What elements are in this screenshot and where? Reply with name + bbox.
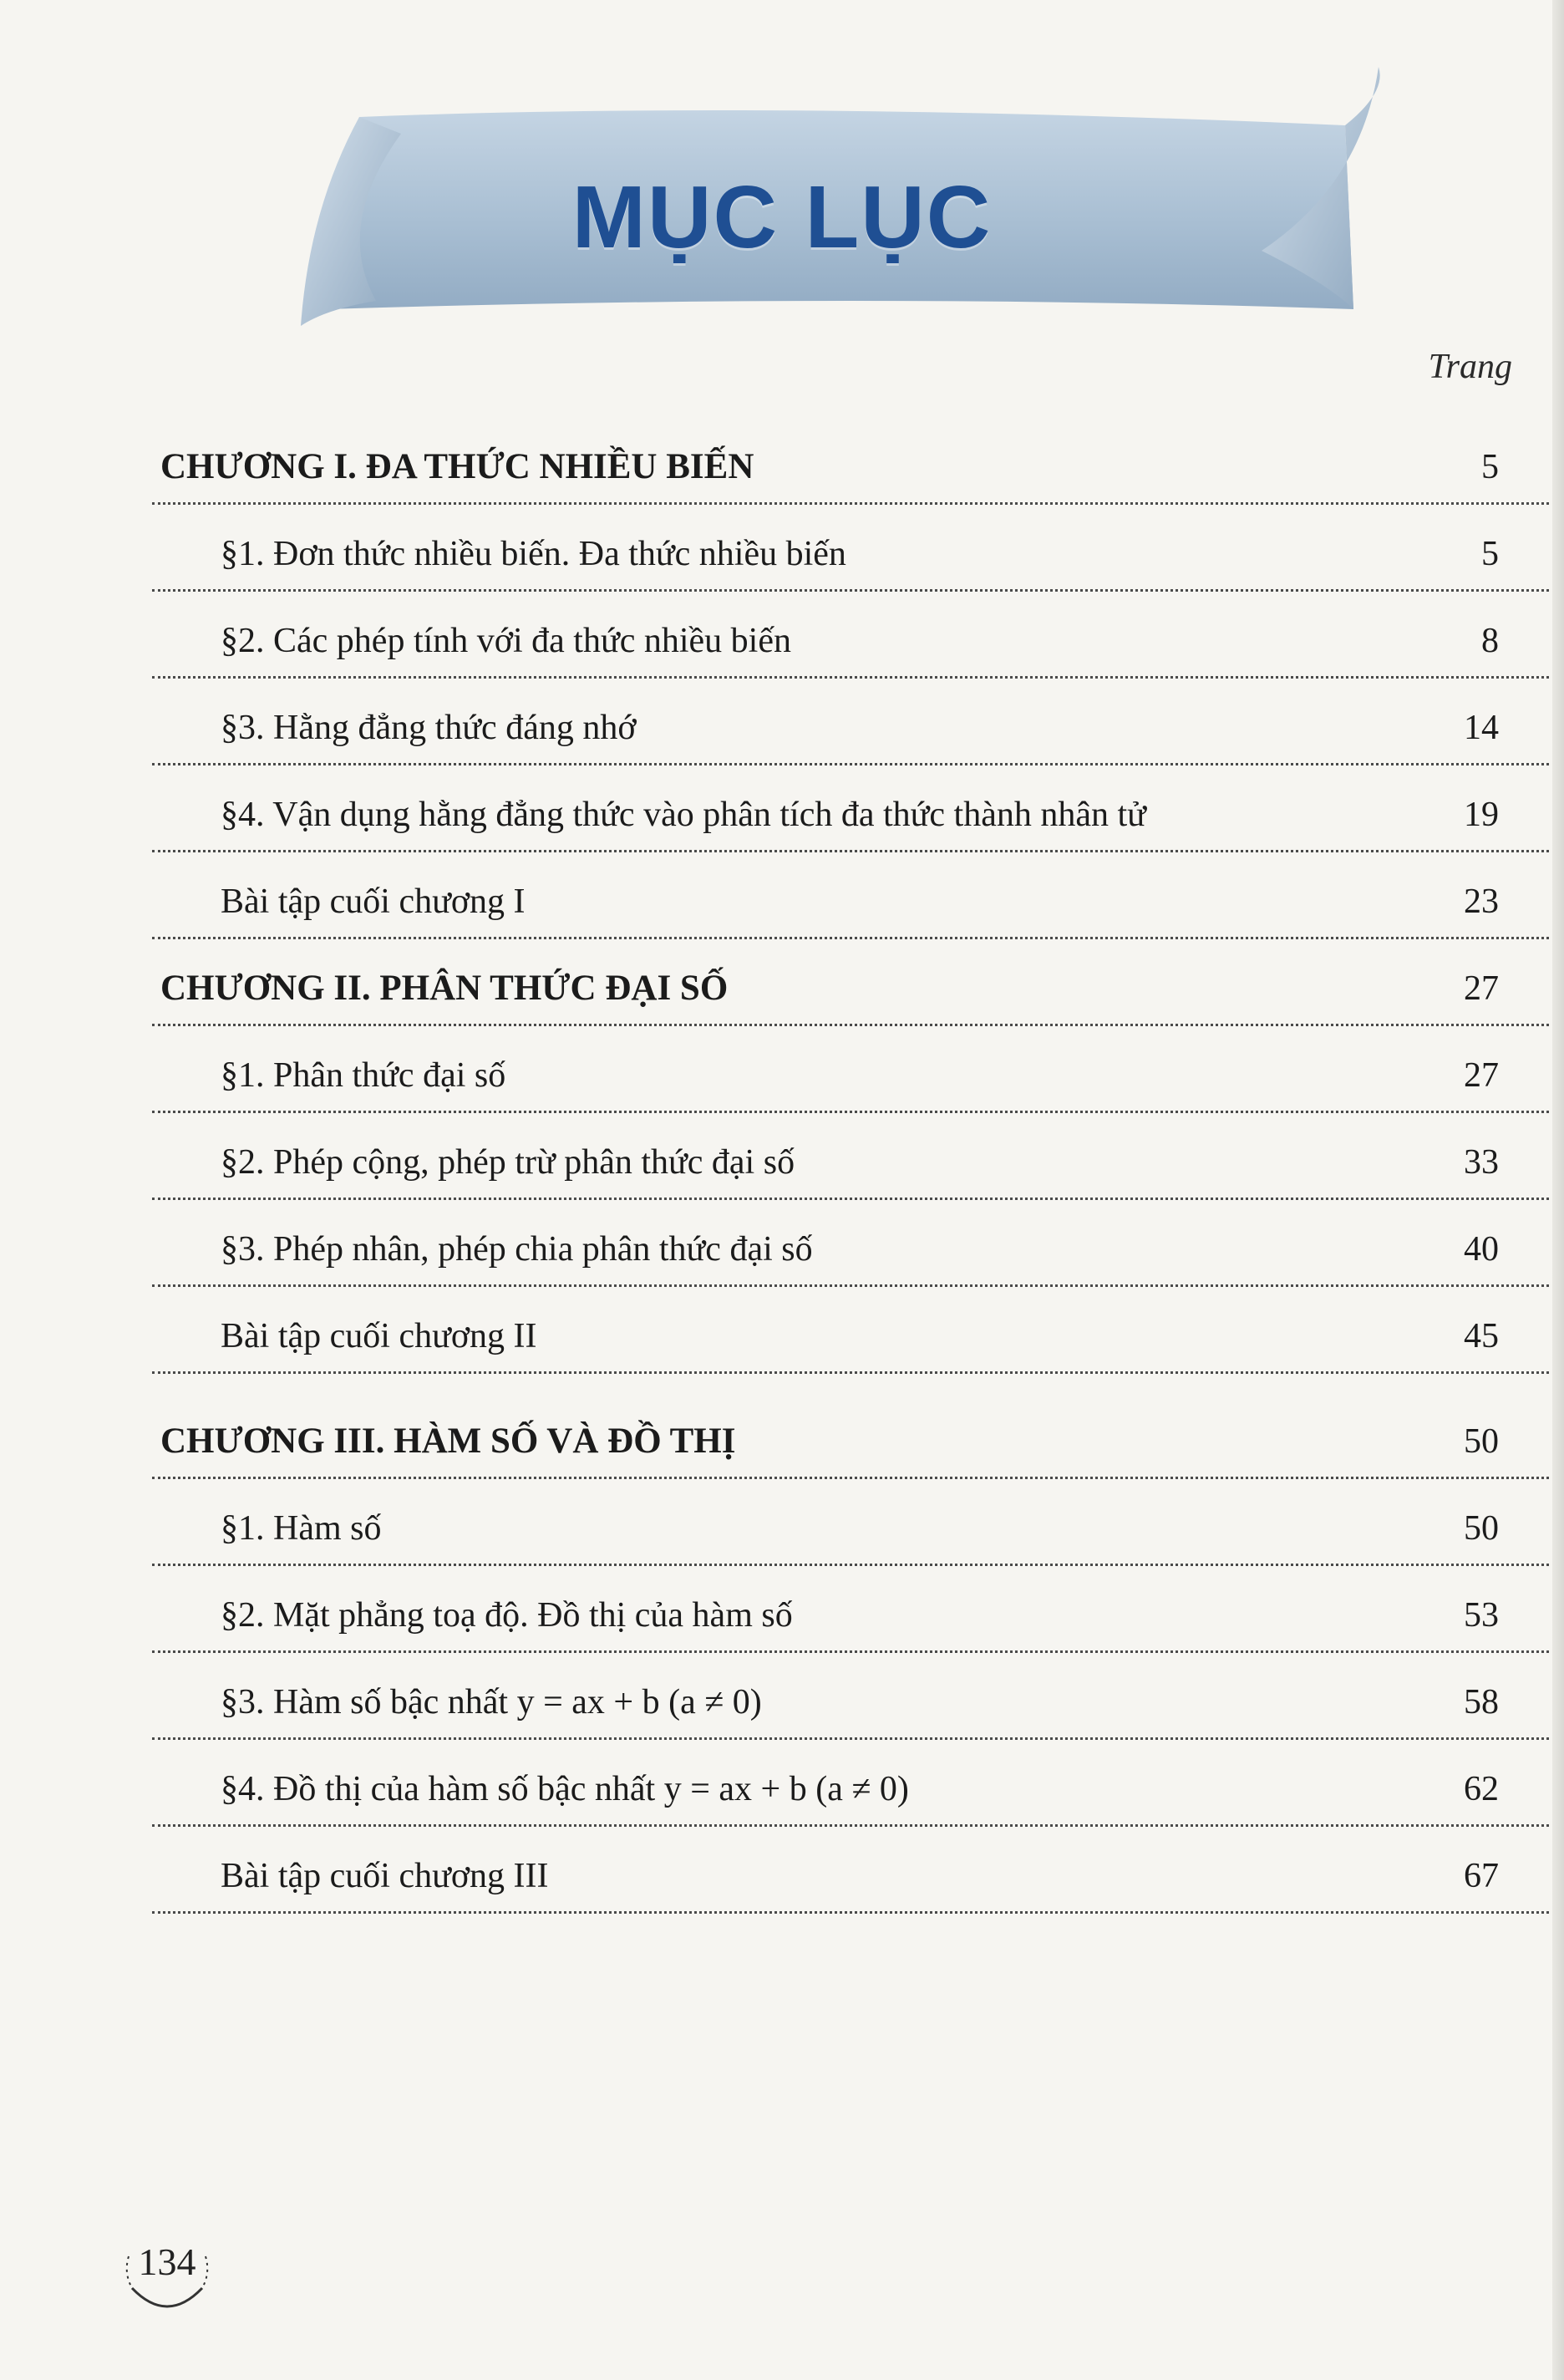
page-number-ref: 5 — [1481, 448, 1499, 486]
toc-section[interactable] — [152, 679, 1549, 765]
section-title: §4. Đồ thị của hàm số bậc nhất y = ax + b (a ≠ 0) — [221, 1770, 909, 1808]
section-title: Bài tập cuối chương I — [221, 882, 526, 921]
toc-section[interactable] — [152, 1200, 1549, 1287]
page-number-ref: 5 — [1481, 535, 1499, 573]
page-number-ref: 58 — [1464, 1683, 1499, 1721]
page-number-ref: 62 — [1464, 1770, 1499, 1808]
section-title: Bài tập cuối chương III — [221, 1857, 549, 1895]
page-number-ref: 27 — [1464, 969, 1499, 1008]
toc-section[interactable] — [152, 1287, 1549, 1374]
page-number-ref: 19 — [1464, 796, 1499, 834]
section-title: §2. Phép cộng, phép trừ phân thức đại số — [221, 1143, 795, 1182]
chapter-title: CHƯƠNG II. PHÂN THỨC ĐẠI SỐ — [160, 969, 729, 1008]
section-title: §2. Các phép tính với đa thức nhiều biến — [221, 622, 791, 660]
toc-section[interactable] — [152, 1479, 1549, 1566]
chapter-title: CHƯƠNG III. HÀM SỐ VÀ ĐỒ THỊ — [160, 1421, 736, 1461]
toc-section[interactable] — [152, 1827, 1549, 1914]
page-number-ref: 40 — [1464, 1230, 1499, 1269]
toc-section[interactable] — [152, 592, 1549, 679]
page-number: 134 — [138, 2240, 196, 2283]
toc-section[interactable] — [152, 1740, 1549, 1827]
section-title: §1. Đơn thức nhiều biến. Đa thức nhiều biến — [221, 535, 846, 573]
page-number-ref: 53 — [1464, 1596, 1499, 1635]
page-number-ref: 8 — [1481, 622, 1499, 660]
page-number-badge — [117, 2223, 217, 2323]
toc-section[interactable] — [152, 765, 1549, 852]
section-title: §4. Vận dụng hằng đẳng thức vào phân tích đa thức thành nhân tử — [221, 796, 1146, 834]
section-title: §2. Mặt phẳng toạ độ. Đồ thị của hàm số — [221, 1596, 793, 1635]
toc-section[interactable] — [152, 1566, 1549, 1653]
page-number-ref: 14 — [1464, 709, 1499, 747]
section-title: §3. Hàm số bậc nhất y = ax + b (a ≠ 0) — [221, 1683, 762, 1721]
toc-section[interactable] — [152, 505, 1549, 592]
toc-section[interactable] — [152, 852, 1549, 939]
toc-chapter-2[interactable] — [152, 939, 1549, 1026]
table-of-contents — [152, 418, 1549, 1914]
page-title: MỤC LỤC — [571, 168, 993, 267]
toc-section[interactable] — [152, 1653, 1549, 1740]
page-number-ref: 50 — [1464, 1509, 1499, 1548]
section-title: §1. Phân thức đại số — [221, 1056, 506, 1095]
page-number-ref: 33 — [1464, 1143, 1499, 1182]
toc-chapter-1[interactable] — [152, 418, 1549, 505]
toc-section[interactable] — [152, 1113, 1549, 1200]
page-number-ref: 45 — [1464, 1317, 1499, 1355]
page-column-label: Trang — [1428, 348, 1512, 386]
section-title: Bài tập cuối chương II — [221, 1317, 537, 1355]
page-edge — [1552, 0, 1564, 2380]
section-title: §1. Hàm số — [221, 1509, 382, 1548]
page-number-ref: 23 — [1464, 882, 1499, 921]
page-number-ref: 50 — [1464, 1422, 1499, 1461]
section-title: §3. Hằng đẳng thức đáng nhớ — [221, 709, 637, 747]
chapter-title: CHƯƠNG I. ĐA THỨC NHIỀU BIẾN — [160, 447, 754, 486]
chapter-gap — [152, 1374, 1549, 1392]
page-number-ref: 27 — [1464, 1056, 1499, 1095]
section-title: §3. Phép nhân, phép chia phân thức đại số — [221, 1230, 813, 1269]
toc-chapter-3[interactable] — [152, 1392, 1549, 1479]
page-number-ref: 67 — [1464, 1857, 1499, 1895]
toc-section[interactable] — [152, 1026, 1549, 1113]
